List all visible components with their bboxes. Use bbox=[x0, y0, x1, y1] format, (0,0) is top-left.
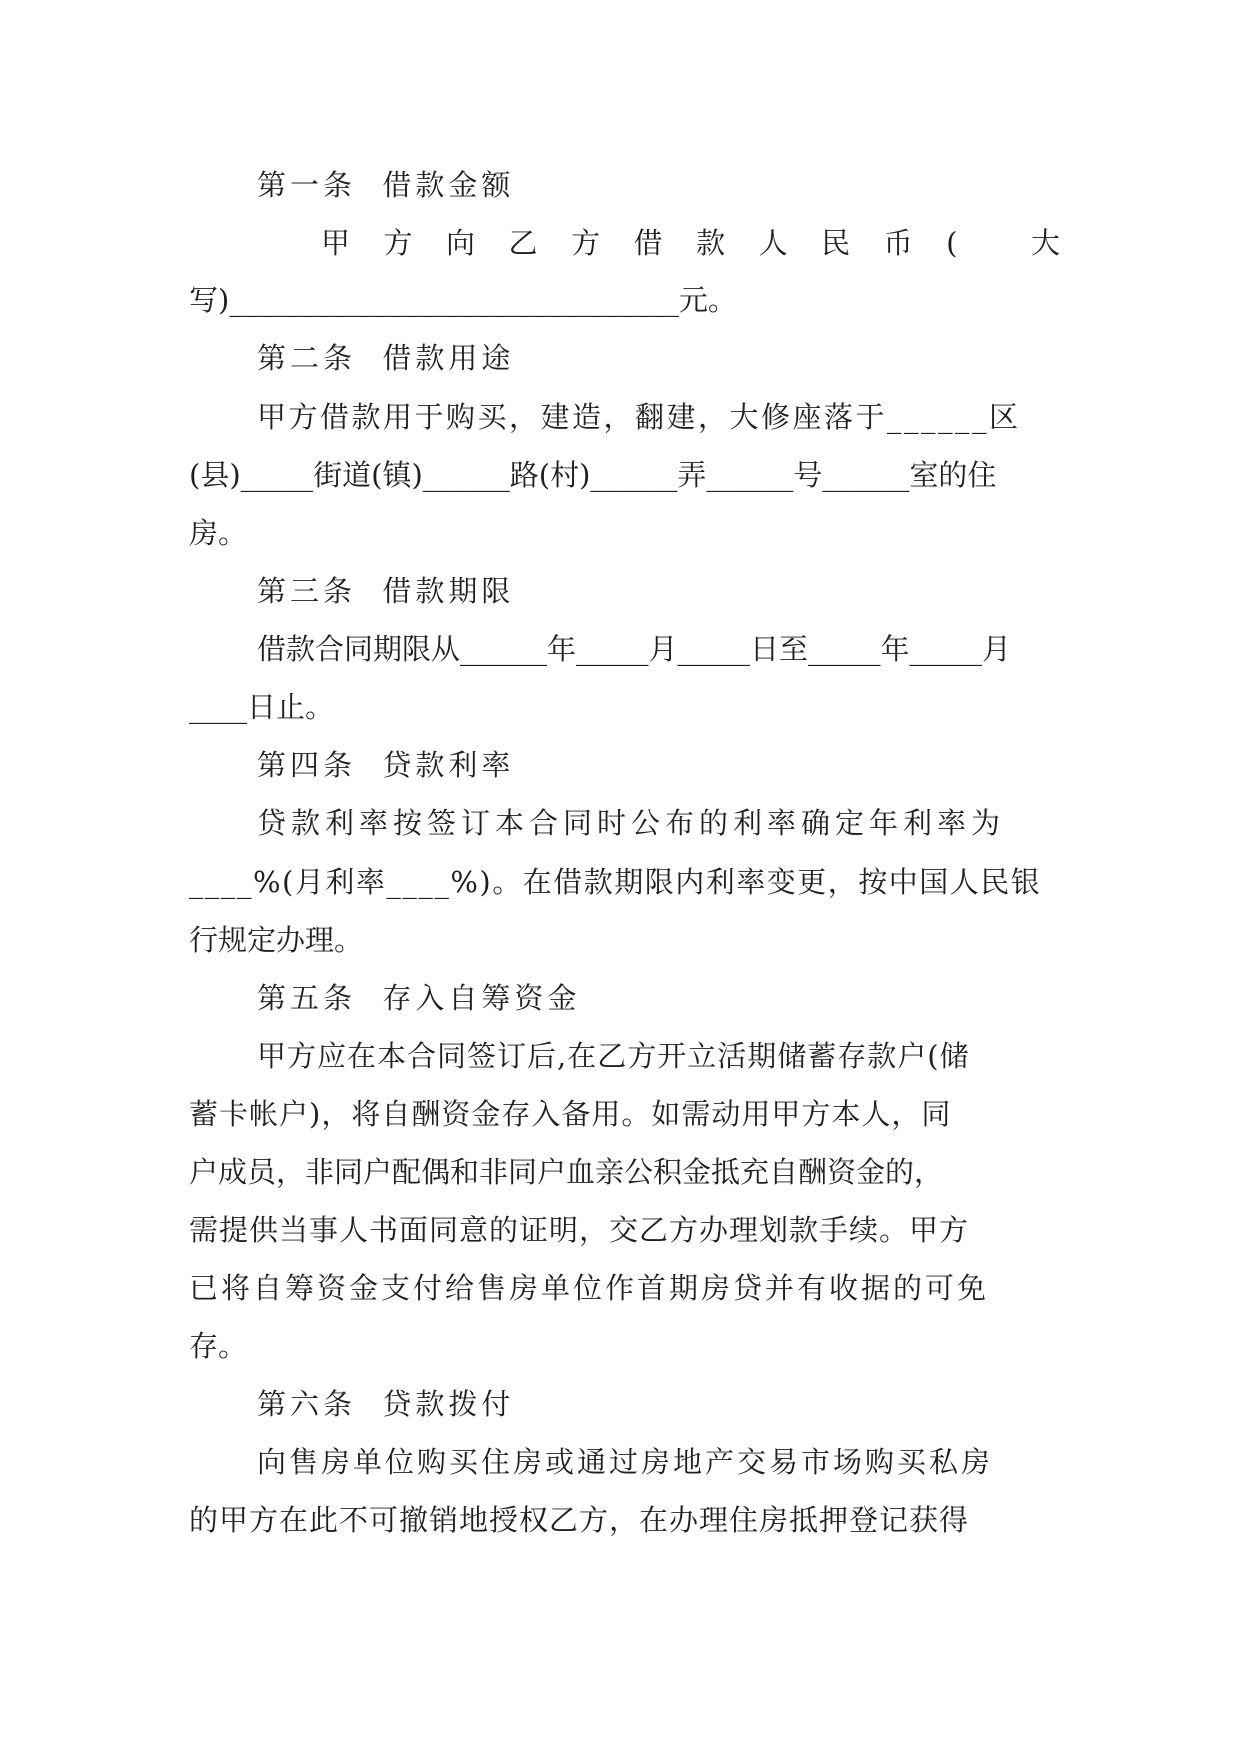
char: 乙 bbox=[508, 226, 538, 260]
article-4-line-3: 行规定办理。 bbox=[189, 923, 364, 957]
article-4-heading: 第四条 贷款利率 bbox=[257, 748, 515, 782]
article-1-heading: 第一条 借款金额 bbox=[257, 168, 515, 202]
article-1-line-2: 写)_______________________________元。 bbox=[189, 283, 737, 317]
article-5-line-4: 需提供当事人书面同意的证明，交乙方办理划款手续。甲方 bbox=[189, 1213, 970, 1247]
char: ( bbox=[946, 226, 958, 260]
article-2-line-2: (县)_____街道(镇)______路(村)______弄______号______室的住 bbox=[189, 458, 997, 492]
char: 借 bbox=[633, 226, 663, 260]
article-5-line-5: 已将自筹资金支付给售房单位作首期房贷并有收据的可免 bbox=[189, 1271, 990, 1305]
char: 民 bbox=[821, 226, 851, 260]
article-6-line-2: 的甲方在此不可撤销地授权乙方，在办理住房抵押登记获得 bbox=[189, 1503, 970, 1537]
article-2-line-1: 甲方借款用于购买，建造，翻建，大修座落于______区 bbox=[257, 400, 1021, 434]
char: 人 bbox=[758, 226, 788, 260]
char: 款 bbox=[696, 226, 726, 260]
article-5-line-2: 蓄卡帐户)，将自酬资金存入备用。如需动用甲方本人，同 bbox=[189, 1097, 952, 1131]
article-2-line-3: 房。 bbox=[189, 516, 248, 550]
article-5-heading: 第五条 存入自筹资金 bbox=[257, 981, 581, 1015]
article-5-line-6: 存。 bbox=[189, 1329, 248, 1363]
char: 甲 bbox=[321, 226, 351, 260]
article-2-heading: 第二条 借款用途 bbox=[257, 341, 515, 375]
char: 向 bbox=[446, 226, 476, 260]
article-6-heading: 第六条 贷款拨付 bbox=[257, 1387, 515, 1421]
article-3-line-2: ____日止。 bbox=[189, 690, 335, 724]
char: 大 bbox=[1030, 226, 1060, 260]
article-6-line-1: 向售房单位购买住房或通过房地产交易市场购买私房 bbox=[257, 1445, 994, 1479]
article-4-line-1: 贷款利率按签订本合同时公布的利率确定年利率为 bbox=[257, 806, 1006, 840]
article-4-line-2: ____%(月利率____%)。在借款期限内利率变更，按中国人民银 bbox=[189, 865, 1042, 899]
char: 方 bbox=[383, 226, 413, 260]
char: 币 bbox=[883, 226, 913, 260]
article-3-heading: 第三条 借款期限 bbox=[257, 574, 515, 608]
article-3-line-1: 借款合同期限从______年_____月_____日至_____年_____月 bbox=[257, 632, 1012, 666]
article-5-line-1: 甲方应在本合同签订后,在乙方开立活期储蓄存款户(储 bbox=[257, 1039, 970, 1073]
char: 方 bbox=[571, 226, 601, 260]
article-1-line-1 bbox=[321, 223, 1060, 263]
article-5-line-3: 户成员，非同户配偶和非同户血亲公积金抵充自酬资金的， bbox=[189, 1155, 944, 1189]
